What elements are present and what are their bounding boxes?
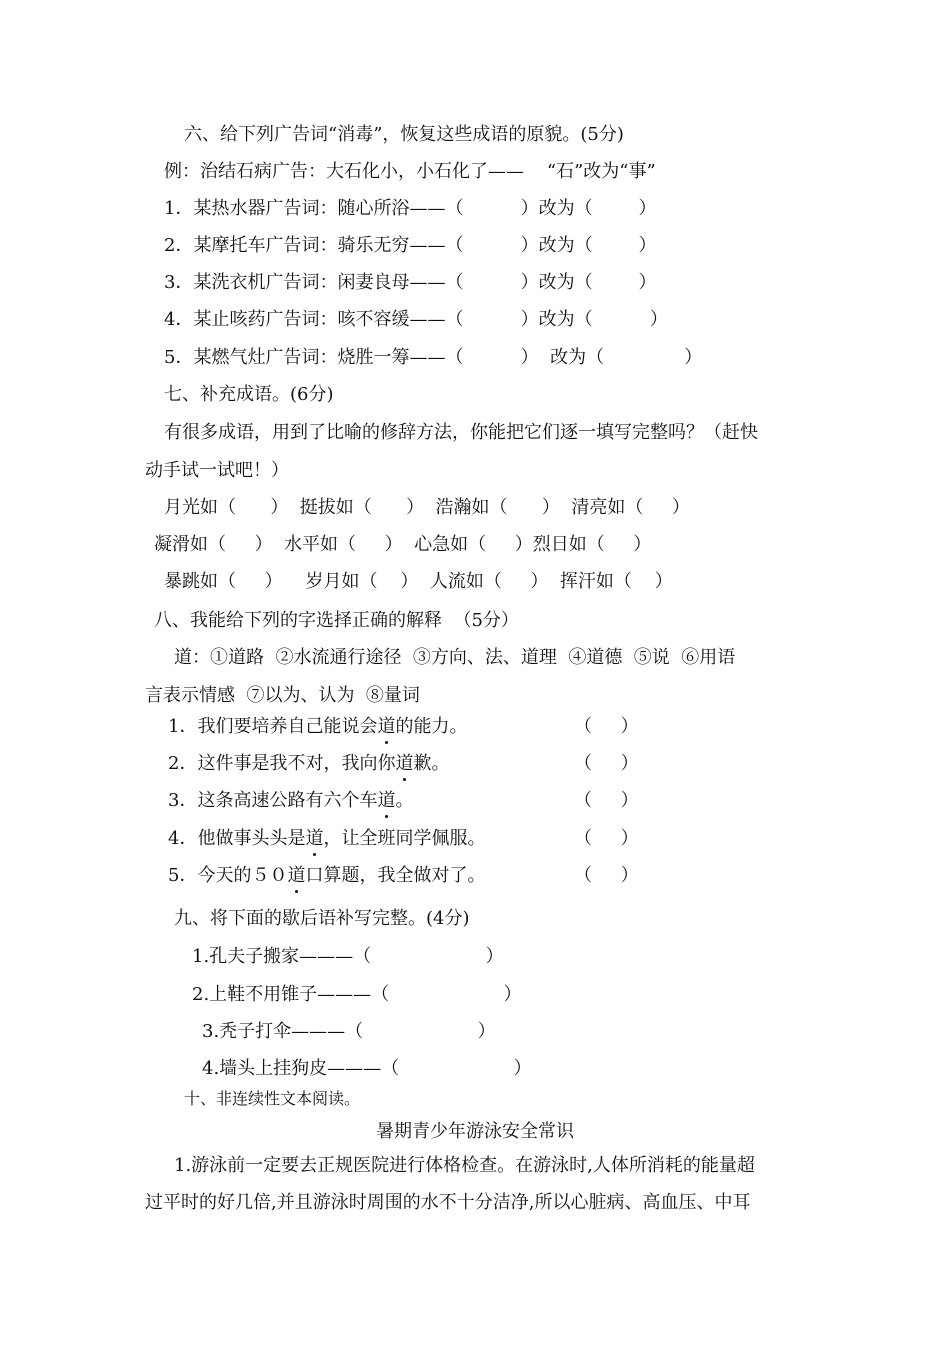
- answer-bracket-3: （ ）: [574, 790, 639, 811]
- answer-bracket-5: （ ）: [574, 865, 639, 886]
- section-9-item-4: 4.墙头上挂狗皮———（ ）: [202, 1058, 532, 1079]
- answer-bracket-4: （ ）: [574, 828, 639, 849]
- emphasis-character: 道: [287, 865, 306, 886]
- section-8-definitions-line-1: 道：①道路 ②水流通行途径 ③方向、法、道理 ④道德 ⑤说 ⑥用语: [174, 647, 736, 668]
- section-6-heading: 六、给下列广告词“消毒”，恢复这些成语的原貌。(5分): [184, 124, 624, 145]
- emphasis-character: 道: [377, 716, 396, 737]
- section-8-item-2: 2．这件事是我不对，我向你道歉。: [168, 753, 450, 774]
- section-6-item-3: 3．某洗衣机广告词：闲妻良母——（ ）改为（ ）: [164, 272, 657, 293]
- emphasis-character: 道: [305, 828, 324, 849]
- section-6-item-2: 2．某摩托车广告词：骑乐无穷——（ ）改为（ ）: [164, 235, 657, 256]
- section-7-row-2: 凝滑如（ ） 水平如（ ） 心急如（ ）烈日如（ ）: [154, 534, 652, 555]
- section-6-item-5: 5．某燃气灶广告词：烧胜一筹——（ ） 改为（ ）: [164, 347, 703, 368]
- section-6-example: 例：治结石病广告：大石化小，小石化了—— “石”改为“事”: [164, 161, 656, 182]
- section-8-item-1: 1．我们要培养自己能说会道的能力。: [168, 716, 468, 737]
- section-6-item-4: 4．某止咳药广告词：咳不容缓——（ ）改为（ ）: [164, 309, 668, 330]
- section-8-definitions-line-2: 言表示情感 ⑦以为、认为 ⑧量词: [145, 685, 420, 706]
- section-9-item-3: 3.秃子打伞———（ ）: [202, 1021, 496, 1042]
- section-7-row-1: 月光如（ ） 挺拔如（ ） 浩瀚如（ ） 清亮如（ ）: [164, 497, 690, 518]
- section-8-item-3: 3．这条高速公路有六个车道。: [168, 790, 414, 811]
- emphasis-character: 道: [377, 790, 396, 811]
- section-8-item-4: 4．他做事头头是道，让全班同学佩服。: [168, 828, 486, 849]
- emphasis-character: 道: [395, 753, 414, 774]
- section-9-heading: 九、将下面的歇后语补写完整。(4分): [174, 908, 470, 929]
- section-9-item-2: 2.上鞋不用锥子———（ ）: [192, 984, 522, 1005]
- article-title: 暑期青少年游泳安全常识: [376, 1121, 574, 1142]
- section-8-item-5: 5．今天的５０道口算题，我全做对了。: [168, 865, 486, 886]
- section-10-heading: 十、非连续性文本阅读。: [184, 1089, 361, 1108]
- article-paragraph-line-1: 1.游泳前一定要去正规医院进行体格检查。在游泳时,人体所消耗的能量超: [174, 1155, 755, 1176]
- section-7-heading: 七、补充成语。(6分): [164, 384, 334, 405]
- answer-bracket-2: （ ）: [574, 753, 639, 774]
- answer-bracket-1: （ ）: [574, 716, 639, 737]
- section-7-intro-line-2: 动手试一试吧！）: [145, 460, 289, 481]
- section-9-item-1: 1.孔夫子搬家———（ ）: [192, 946, 504, 967]
- section-6-item-1: 1．某热水器广告词：随心所浴——（ ）改为（ ）: [164, 198, 657, 219]
- section-7-intro-line-1: 有很多成语，用到了比喻的修辞方法，你能把它们逐一填写完整吗？（赶快: [164, 422, 758, 443]
- section-7-row-3: 暴跳如（ ） 岁月如（ ） 人流如（ ） 挥汗如（ ）: [164, 571, 673, 592]
- section-8-heading: 八、我能给下列的字选择正确的解释 （5分）: [154, 610, 519, 631]
- article-paragraph-line-2: 过平时的好几倍,并且游泳时周围的水不十分洁净,所以心脏病、高血压、中耳: [145, 1192, 751, 1213]
